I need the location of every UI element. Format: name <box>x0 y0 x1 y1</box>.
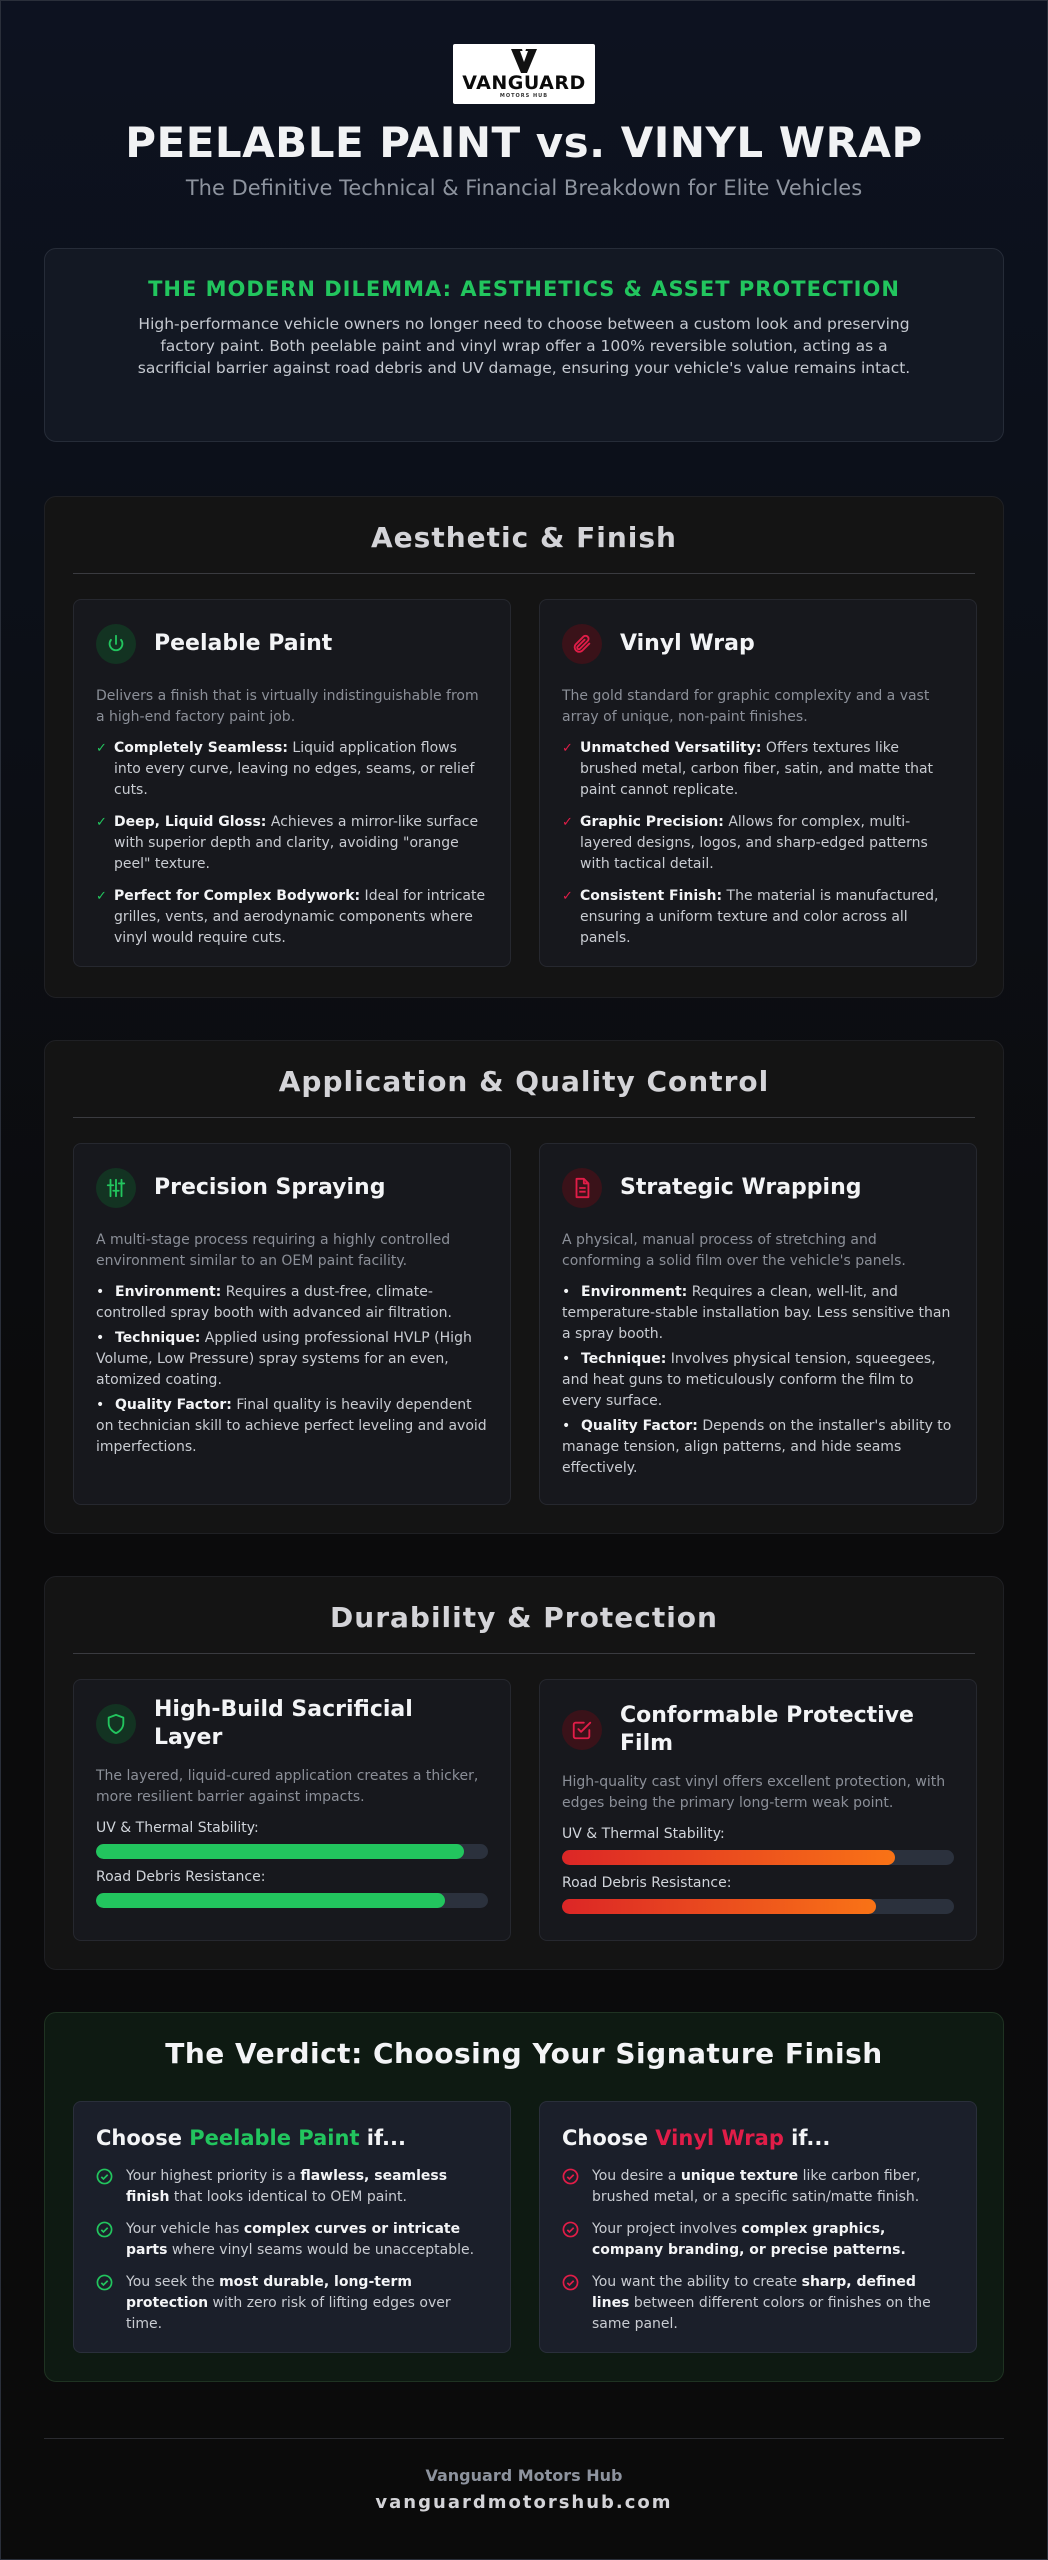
paperclip-icon <box>562 624 602 664</box>
check-circle-icon <box>96 2168 113 2185</box>
rating-bars <box>562 1824 954 1914</box>
section-divider <box>73 1653 975 1654</box>
strategic-wrapping-card <box>539 1143 977 1505</box>
check-circle-icon <box>562 2274 579 2291</box>
check-icon: ✓ <box>96 815 107 830</box>
durability-section <box>44 1576 1004 1970</box>
choose-vinyl-card <box>539 2101 977 2353</box>
verdict-list <box>96 2166 488 2335</box>
page-title: PEELABLE PAINT vs. VINYL WRAP <box>125 118 923 167</box>
sacrificial-layer-card <box>73 1679 511 1941</box>
item-text: Requires a dust-free, climate-controlled spray booth with advanced air filtration. <box>96 1284 452 1321</box>
process-list <box>562 1282 954 1479</box>
choose-paint-card <box>73 2101 511 2353</box>
list-item <box>96 1395 488 1458</box>
item-text: Allows for complex, multi-layered designs, logos, and sharp-edged patterns with tactical detail. <box>580 814 928 872</box>
list-item <box>96 2219 488 2261</box>
item-bold: complex graphics, company branding, or precise patterns. <box>592 2221 906 2258</box>
list-item <box>562 1349 954 1412</box>
item-bold: Consistent Finish: <box>580 888 723 904</box>
bar-label: Road Debris Resistance: <box>96 1869 266 1885</box>
footer-divider <box>44 2438 1004 2439</box>
dilemma-panel <box>44 248 1004 442</box>
item-bold: Technique: <box>581 1351 667 1367</box>
item-bold: most durable, long-term protection <box>126 2274 412 2311</box>
bar-label: Road Debris Resistance: <box>562 1875 732 1891</box>
list-item <box>562 1282 954 1345</box>
list-item <box>562 2219 954 2261</box>
item-text: Ideal for intricate grilles, vents, and aerodynamic components where vinyl would require cuts. <box>114 888 486 946</box>
peelable-paint-card <box>73 599 511 967</box>
check-icon: ✓ <box>562 741 573 756</box>
feature-list <box>562 738 954 949</box>
card-description: High-quality cast vinyl offers excellent protection, with edges being the primary long-term weak point. <box>562 1774 946 1811</box>
card-description: A multi-stage process requiring a highly controlled environment similar to an OEM paint facility. <box>96 1232 451 1269</box>
item-bold: Graphic Precision: <box>580 814 724 830</box>
item-text: Depends on the installer's ability to manage tension, align patterns, and hide seams effectively. <box>562 1418 952 1476</box>
footer-website-link[interactable]: vanguardmotorshub.com <box>375 2492 673 2513</box>
dilemma-text: High-performance vehicle owners no longer need to choose between a custom look and preserving factory paint. Both peelable paint and vinyl wrap offer a 100% reversible solution, acting as a sacrificial barrier against road debris and UV damage, ensuring your vehicle's value remains intact. <box>137 315 911 377</box>
bullet: • <box>96 1397 105 1413</box>
card-title: Peelable Paint <box>154 631 333 656</box>
list-item <box>562 812 954 875</box>
bar-track <box>562 1899 954 1914</box>
card-description: The gold standard for graphic complexity and a vast array of unique, non-paint finishes. <box>562 688 930 725</box>
title-highlight: Peelable Paint <box>189 2126 360 2150</box>
sliders-icon <box>96 1168 136 1208</box>
card-title: High-Build Sacrificial Layer <box>154 1697 413 1750</box>
check-circle-icon <box>96 2274 113 2291</box>
item-bold: Completely Seamless: <box>114 740 288 756</box>
verdict-section <box>44 2012 1004 2382</box>
list-item <box>562 738 954 801</box>
list-item <box>96 2166 488 2208</box>
protective-film-card <box>539 1679 977 1941</box>
card-description: The layered, liquid-cured application creates a thicker, more resilient barrier against impacts. <box>96 1768 479 1805</box>
check-icon: ✓ <box>562 889 573 904</box>
check-circle-icon <box>562 2221 579 2238</box>
item-text: You want the ability to create <box>592 2274 802 2290</box>
bar-track <box>562 1850 954 1865</box>
item-text: Your project involves <box>592 2221 742 2237</box>
title-suffix: if... <box>359 2126 406 2150</box>
list-item <box>562 886 954 949</box>
bar-track <box>96 1893 488 1908</box>
item-text: Involves physical tension, squeegees, and heat guns to meticulously conform the film to every surface. <box>562 1351 936 1409</box>
bullet: • <box>96 1284 105 1300</box>
section-divider <box>73 1117 975 1118</box>
list-item <box>562 2166 954 2208</box>
footer-company: Vanguard Motors Hub <box>425 2466 623 2485</box>
check-square-icon <box>562 1710 602 1750</box>
item-bold: Unmatched Versatility: <box>580 740 762 756</box>
card-title: Precision Spraying <box>154 1175 386 1200</box>
section-title: Durability & Protection <box>330 1601 718 1634</box>
item-bold: Perfect for Complex Bodywork: <box>114 888 361 904</box>
vinyl-wrap-card <box>539 599 977 967</box>
rating-bars <box>96 1818 488 1908</box>
list-item <box>96 886 488 949</box>
check-circle-icon <box>562 2168 579 2185</box>
check-icon: ✓ <box>96 741 107 756</box>
item-text: that looks identical to OEM paint. <box>169 2189 407 2205</box>
item-bold: complex curves or intricate parts <box>126 2221 461 2258</box>
verdict-list <box>562 2166 954 2335</box>
logo-sub: MOTORS HUB <box>499 93 549 99</box>
bullet: • <box>562 1418 571 1434</box>
item-text: Applied using professional HVLP (High Volume, Low Pressure) spray systems for an even, atomized coating. <box>96 1330 472 1388</box>
vanguard-v-icon <box>509 48 539 74</box>
dilemma-title: THE MODERN DILEMMA: AESTHETICS & ASSET PROTECTION <box>148 277 900 301</box>
item-text: The material is manufactured, ensuring a uniform texture and color across all panels. <box>580 888 939 946</box>
check-icon: ✓ <box>96 889 107 904</box>
card-title: Vinyl Wrap <box>620 631 755 656</box>
title-suffix: if... <box>783 2126 831 2150</box>
card-description: Delivers a finish that is virtually indistinguishable from a high-end factory paint job. <box>96 688 479 725</box>
verdict-card-title <box>562 2124 954 2152</box>
item-text: Requires a clean, well-lit, and temperature-stable installation bay. Less sensitive than a spray booth. <box>562 1284 951 1342</box>
item-text: Final quality is heavily dependent on technician skill to achieve perfect leveling and avoid imperfections. <box>96 1397 487 1455</box>
card-title: Strategic Wrapping <box>620 1175 862 1200</box>
bar-label: UV & Thermal Stability: <box>562 1826 725 1842</box>
bar-fill <box>96 1893 445 1908</box>
section-title: Aesthetic & Finish <box>371 521 677 554</box>
application-section <box>44 1040 1004 1534</box>
list-item <box>96 738 488 801</box>
item-text: where vinyl seams would be unacceptable. <box>167 2242 475 2258</box>
item-bold: sharp, defined lines <box>592 2274 916 2311</box>
bullet: • <box>96 1330 105 1346</box>
document-icon <box>562 1168 602 1208</box>
card-description: A physical, manual process of stretching and conforming a solid film over the vehicle's panels. <box>562 1232 906 1269</box>
list-item <box>96 1328 488 1391</box>
check-icon: ✓ <box>562 815 573 830</box>
item-text: Your highest priority is a <box>126 2168 301 2184</box>
bar-track <box>96 1844 488 1859</box>
bar-label: UV & Thermal Stability: <box>96 1820 259 1836</box>
list-item <box>96 2272 488 2335</box>
page-subtitle: The Definitive Technical & Financial Breakdown for Elite Vehicles <box>185 176 863 200</box>
item-text: like carbon fiber, brushed metal, or a specific satin/matte finish. <box>592 2168 921 2205</box>
power-icon <box>96 624 136 664</box>
item-bold: Environment: <box>115 1284 222 1300</box>
check-circle-icon <box>96 2221 113 2238</box>
verdict-title: The Verdict: Choosing Your Signature Finish <box>165 2037 883 2070</box>
bullet: • <box>562 1351 571 1367</box>
item-text: Liquid application flows into every curve, leaving no edges, seams, or relief cuts. <box>114 740 475 798</box>
card-title: Conformable Protective Film <box>620 1703 914 1756</box>
title-prefix: Choose <box>562 2126 656 2150</box>
process-list <box>96 1282 488 1458</box>
list-item <box>96 812 488 875</box>
item-text: between different colors or finishes on the same panel. <box>592 2295 931 2332</box>
item-text: You desire a <box>592 2168 681 2184</box>
item-bold: Quality Factor: <box>115 1397 232 1413</box>
feature-list <box>96 738 488 949</box>
item-bold: unique texture <box>680 2168 799 2184</box>
shield-icon <box>96 1704 136 1744</box>
aesthetic-section <box>44 496 1004 998</box>
item-text: You seek the <box>126 2274 220 2290</box>
brand-logo <box>453 44 595 104</box>
section-divider <box>73 573 975 574</box>
precision-spraying-card <box>73 1143 511 1505</box>
list-item <box>562 1416 954 1479</box>
logo-brand: VANGUARD <box>462 72 586 94</box>
bar-fill <box>562 1850 895 1865</box>
bullet: • <box>562 1284 571 1300</box>
list-item <box>96 1282 488 1324</box>
title-prefix: Choose <box>96 2126 190 2150</box>
item-bold: Deep, Liquid Gloss: <box>114 814 267 830</box>
bar-fill <box>96 1844 464 1859</box>
item-text: with zero risk of lifting edges over time. <box>126 2295 451 2332</box>
item-bold: flawless, seamless finish <box>126 2168 448 2205</box>
bar-fill <box>562 1899 876 1914</box>
section-title: Application & Quality Control <box>278 1065 770 1098</box>
title-highlight: Vinyl Wrap <box>655 2126 784 2150</box>
item-text: Offers textures like brushed metal, carbon fiber, satin, and matte that paint cannot replicate. <box>580 740 934 798</box>
item-text: Your vehicle has <box>126 2221 244 2237</box>
item-text: Achieves a mirror-like surface with superior depth and clarity, avoiding "orange peel" texture. <box>114 814 479 872</box>
item-bold: Technique: <box>115 1330 201 1346</box>
verdict-card-title <box>96 2124 488 2152</box>
item-bold: Environment: <box>581 1284 688 1300</box>
list-item <box>562 2272 954 2335</box>
item-bold: Quality Factor: <box>581 1418 698 1434</box>
